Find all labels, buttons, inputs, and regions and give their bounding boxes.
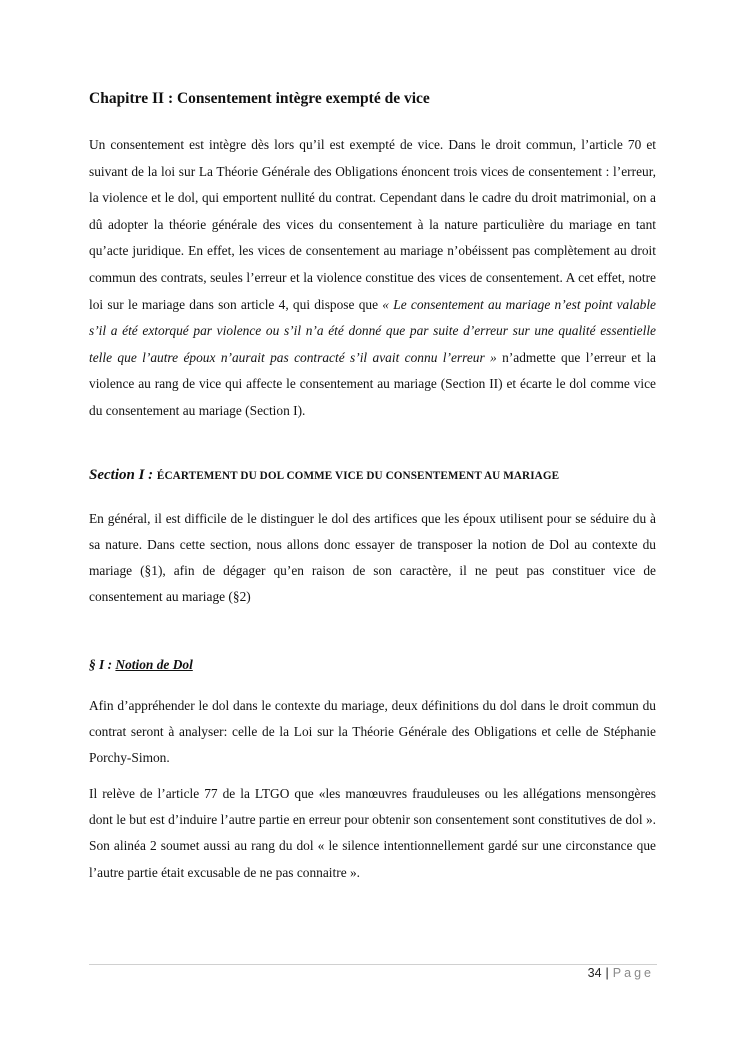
footer-divider <box>89 964 657 965</box>
paragraph-heading <box>89 652 656 678</box>
section-number: Section I : <box>89 466 157 483</box>
page-number: 34 <box>587 966 602 980</box>
section-heading <box>89 462 656 489</box>
intro-text-before-quote: Un consentement est intègre dès lors qu’il est exempté de vice. Dans le droit commun, l’article 70 et suivant de la loi sur La Théorie Générale des Obligations énoncent trois vices de consentement : l’erreur, la violence et le dol, qui emportent nullité du contrat. Cependant dans le cadre du droit matrimonial, on a dû adopter la théorie générale des vices du consentement à la nature particulière du mariage en tant qu’acte juridique. En effet, les vices de consentement au mariage n’obéissent pas complètement au droit commun des contrats, seules l’erreur et la violence constitue des vices de consentement. A cet effet, notre loi sur le mariage dans son article 4, qui dispose que <box>89 137 656 312</box>
footer-separator: | <box>605 966 609 980</box>
intro-text-after-quote: n’admette que l’erreur et la violence au rang de vice qui affecte le consentement au mariage (Section II) et écarte le dol comme vice du consentement au mariage (Section I). <box>89 349 656 418</box>
intro-quote-article-4: « Le consentement au mariage n’est point valable s’il a été extorqué par violence ou s’il n’a été donné que par suite d’erreur sur une qualité essentielle telle que l’autre époux n’aurait pas contracté s’il avait connu l’erreur » <box>89 296 656 365</box>
section-title: ÉCARTEMENT DU DOL COMME VICE DU CONSENTEMENT AU MARIAGE <box>156 469 560 482</box>
paragraph-spacer <box>89 772 656 781</box>
chapter-intro-paragraph <box>89 132 656 425</box>
section-intro-paragraph: En général, il est difficile de le distinguer le dol des artifices que les époux utilisent pour se séduire du à sa nature. Dans cette section, nous allons donc essayer de transposer la notion de Dol au contexte du mariage (§1), afin de dégager qu’en raison de son caractère, il ne peut pas constituer vice de consentement au mariage (§2) <box>89 510 656 605</box>
paragraph-body-1: Afin d’appréhender le dol dans le contexte du mariage, deux définitions du dol dans le droit commun du contrat seront à analyser: celle de la Loi sur la Théorie Générale des Obligations et celle de Stéphanie Porchy-Simon. <box>89 697 656 766</box>
paragraph-title: Notion de Dol <box>115 656 193 672</box>
page-footer <box>588 966 654 980</box>
paragraph-number: § I : <box>89 656 116 672</box>
paragraph-body-2: Il relève de l’article 77 de la LTGO que «les manœuvres frauduleuses ou les allégations mensongères dont le but est d’induire l’autre partie en erreur pour obtenir son consentement sont constitutives de dol ». Son alinéa 2 soumet aussi au rang du dol « le silence intentionnellement gardé sur une circonstance que l’autre partie était excusable de ne pas connaitre ». <box>89 785 656 880</box>
chapter-title: Chapitre II : Consentement intègre exempté de vice <box>89 90 430 107</box>
page-label: Page <box>612 966 654 980</box>
page-content <box>89 88 656 886</box>
